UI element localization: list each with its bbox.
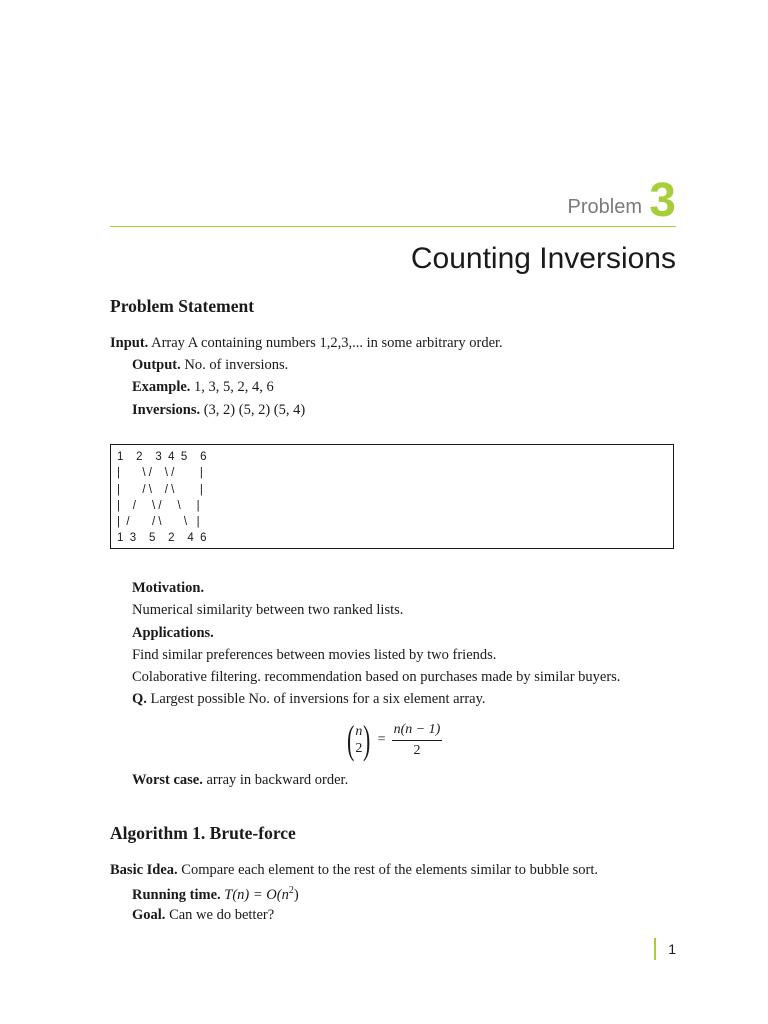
input-line [110, 335, 503, 352]
section-heading-algorithm-1: Algorithm 1. Brute-force [110, 823, 296, 843]
applications-label: Applications. [132, 625, 214, 641]
chapter-number: 3 [649, 174, 676, 227]
applications-line [132, 625, 214, 642]
output-line [132, 357, 288, 374]
binomial-formula [344, 717, 442, 762]
application-item: Colaborative filtering. recommendation based on purchases made by similar buyers. [132, 669, 621, 685]
worst-case-line [132, 772, 348, 789]
worst-case-text: array in backward order. [202, 772, 349, 788]
inversions-label: Inversions. [132, 402, 201, 418]
running-time-line [132, 885, 299, 904]
inversion-diagram-box [110, 444, 674, 549]
diagram-line: | / / \ \ | [117, 516, 200, 529]
inversions-line [132, 402, 305, 419]
basic-idea-line [110, 862, 598, 879]
goal-text: Can we do better? [165, 907, 275, 923]
example-line [132, 379, 274, 396]
equals-sign: = [377, 732, 386, 747]
worst-case-label: Worst case. [132, 772, 203, 788]
binomial-coefficient [344, 717, 374, 762]
running-time-label: Running time. [132, 886, 221, 903]
goal-line [132, 907, 274, 924]
output-label: Output. [132, 357, 181, 373]
input-text: Array A containing numbers 1,2,3,... in some arbitrary order. [148, 335, 503, 351]
left-paren: ( [346, 717, 355, 762]
diagram-line: | \ / \ / | [117, 467, 203, 480]
running-time-T: T [224, 886, 233, 903]
right-paren: ) [363, 717, 371, 762]
chapter-title: Counting Inversions [410, 242, 676, 275]
fraction-denominator: 2 [413, 742, 421, 758]
running-time-formula [224, 887, 298, 903]
binom-top: n [355, 724, 363, 739]
motivation-text: Numerical similarity between two ranked lists. [132, 602, 404, 618]
application-item: Find similar preferences between movies listed by two friends. [132, 647, 497, 663]
chapter-label: Problem [567, 196, 642, 218]
page-number: 1 [668, 941, 676, 957]
fraction-numerator: n(n − 1) [392, 721, 443, 741]
motivation-line [132, 580, 204, 597]
diagram-line: | / \ / \ | [117, 483, 203, 496]
inversions-text: (3, 2) (5, 2) (5, 4) [200, 402, 306, 418]
question-text: Largest possible No. of inversions for a six element array. [146, 691, 486, 707]
output-text: No. of inversions. [180, 357, 289, 373]
basic-idea-label: Basic Idea. [110, 862, 178, 878]
running-time-body: (n) = O(n [232, 886, 289, 903]
footer-accent-bar [654, 938, 656, 960]
question-label: Q. [132, 691, 147, 707]
motivation-label: Motivation. [132, 580, 205, 596]
basic-idea-text: Compare each element to the rest of the elements similar to bubble sort. [177, 862, 599, 878]
question-line [132, 691, 486, 708]
input-label: Input. [110, 335, 149, 351]
inversion-diagram [117, 449, 673, 547]
diagram-line: 1 3 5 2 4 6 [117, 532, 207, 545]
fraction [392, 721, 443, 760]
diagram-line: 1 2 3 4 5 6 [117, 451, 207, 463]
running-time-exponent: 2 [288, 885, 294, 896]
page-footer [654, 938, 676, 960]
diagram-line: | / \ / \ | [117, 499, 200, 512]
section-heading-problem-statement: Problem Statement [110, 296, 255, 316]
binom-bottom: 2 [355, 741, 363, 756]
chapter-header [110, 172, 676, 227]
example-text: 1, 3, 5, 2, 4, 6 [190, 379, 274, 395]
goal-label: Goal. [132, 907, 166, 923]
example-label: Example. [132, 379, 191, 395]
running-time-close: ) [293, 886, 299, 903]
